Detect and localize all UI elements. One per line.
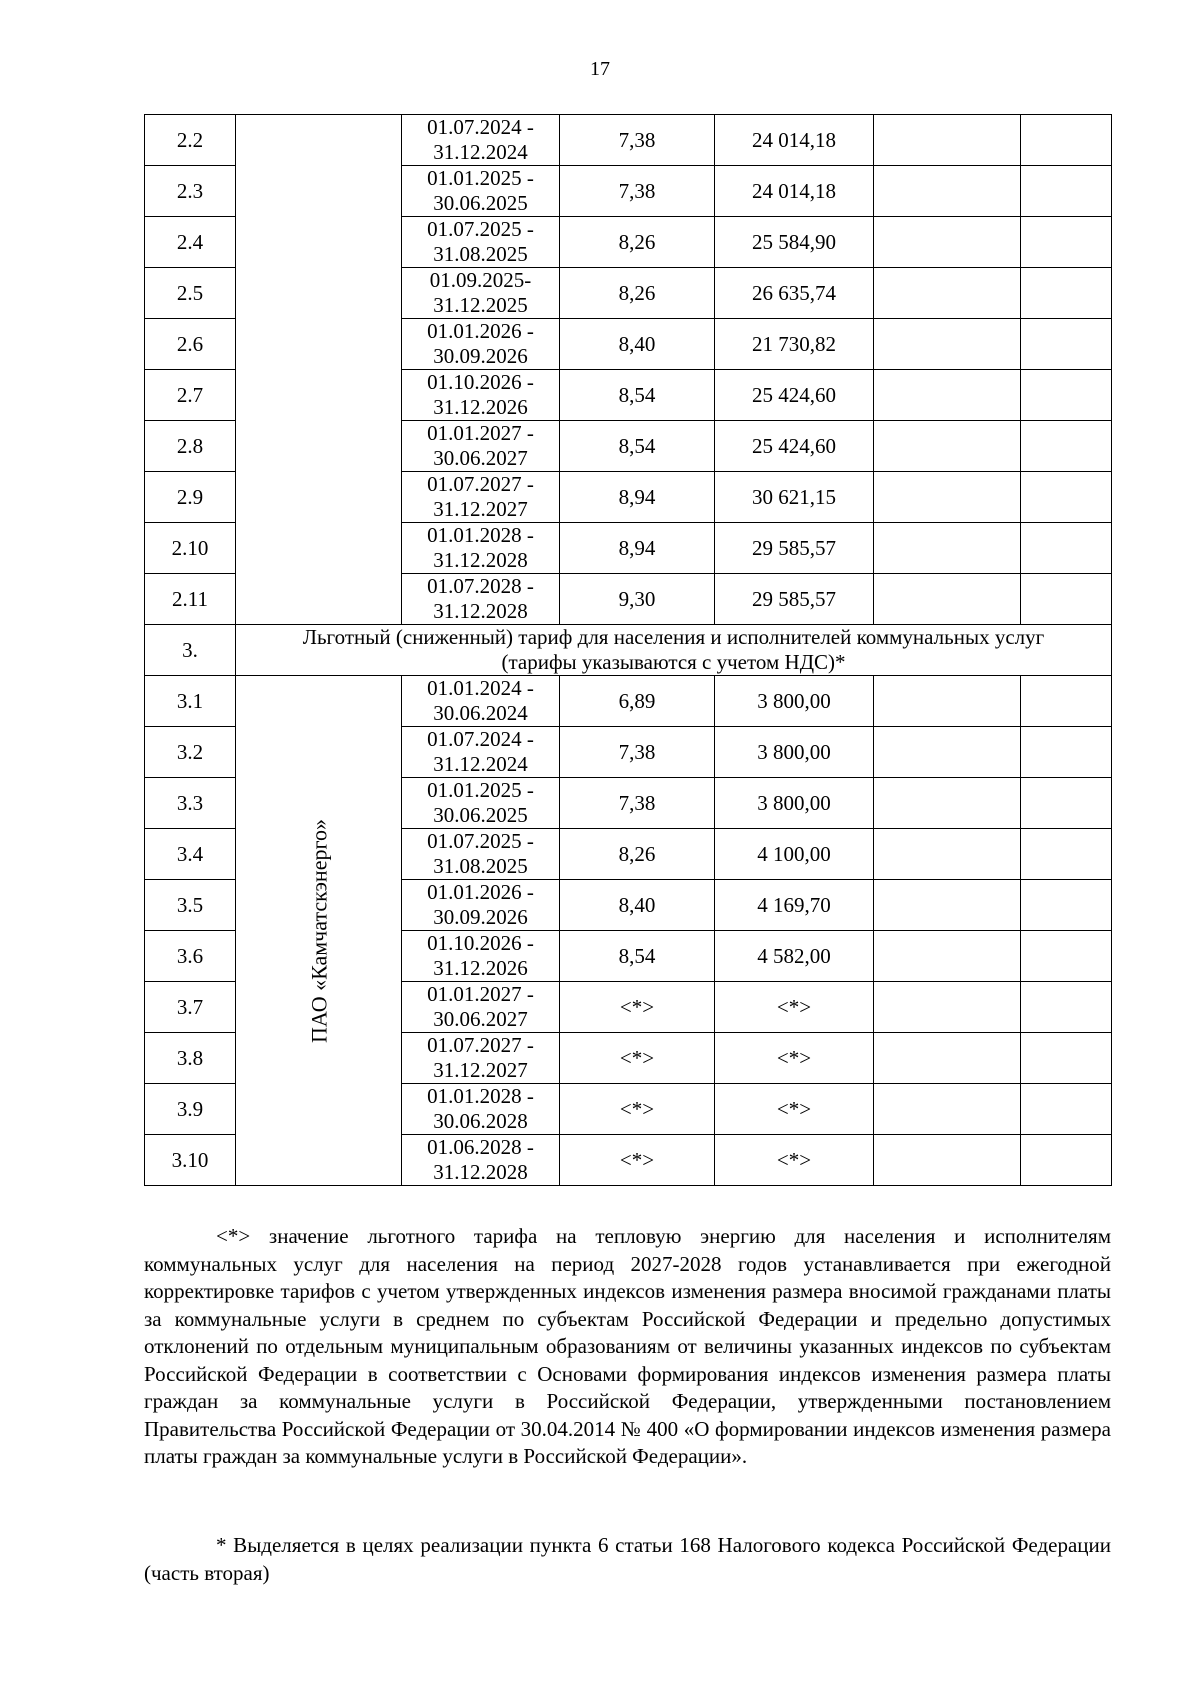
rate-value: 8,54: [560, 370, 715, 421]
period-start: 01.07.2025 -: [427, 217, 534, 241]
rate-value: 8,94: [560, 523, 715, 574]
period-start: 01.07.2024 -: [427, 115, 534, 139]
row-number: 2.6: [145, 319, 236, 370]
amount-value: 29 585,57: [715, 523, 874, 574]
empty-cell: [1021, 268, 1112, 319]
amount-value: 4 100,00: [715, 829, 874, 880]
empty-cell: [874, 523, 1021, 574]
period-cell: [402, 676, 560, 727]
empty-cell: [1021, 1135, 1112, 1186]
period-cell: [402, 1033, 560, 1084]
amount-value: 25 424,60: [715, 421, 874, 472]
period-cell: [402, 370, 560, 421]
row-number: 2.8: [145, 421, 236, 472]
period-end: 31.12.2025: [433, 293, 528, 317]
company-cell-empty: [236, 115, 402, 625]
rate-value: 8,26: [560, 217, 715, 268]
period-start: 01.07.2025 -: [427, 829, 534, 853]
row-number: 2.2: [145, 115, 236, 166]
rate-value: 8,40: [560, 319, 715, 370]
amount-value: 3 800,00: [715, 778, 874, 829]
rate-value: <*>: [560, 1033, 715, 1084]
empty-cell: [874, 1084, 1021, 1135]
empty-cell: [1021, 676, 1112, 727]
period-start: 01.01.2028 -: [427, 523, 534, 547]
table-row: [145, 676, 1112, 727]
period-end: 31.12.2028: [433, 1160, 528, 1184]
period-end: 31.12.2027: [433, 1058, 528, 1082]
company-cell: [236, 676, 402, 1186]
amount-value: <*>: [715, 982, 874, 1033]
period-cell: [402, 778, 560, 829]
empty-cell: [1021, 319, 1112, 370]
empty-cell: [1021, 1033, 1112, 1084]
empty-cell: [874, 370, 1021, 421]
period-start: 01.10.2026 -: [427, 370, 534, 394]
empty-cell: [874, 1135, 1021, 1186]
amount-value: 3 800,00: [715, 727, 874, 778]
section-title-line-2: (тарифы указываются с учетом НДС)*: [501, 650, 846, 674]
empty-cell: [1021, 217, 1112, 268]
empty-cell: [1021, 1084, 1112, 1135]
period-cell: [402, 523, 560, 574]
rate-value: 8,26: [560, 829, 715, 880]
empty-cell: [874, 880, 1021, 931]
row-number: 2.3: [145, 166, 236, 217]
empty-cell: [874, 268, 1021, 319]
period-end: 30.06.2028: [433, 1109, 528, 1133]
rate-value: 8,26: [560, 268, 715, 319]
period-cell: [402, 1084, 560, 1135]
period-end: 31.08.2025: [433, 854, 528, 878]
period-start: 01.01.2025 -: [427, 778, 534, 802]
row-number: 3.3: [145, 778, 236, 829]
period-cell: [402, 829, 560, 880]
period-cell: [402, 115, 560, 166]
row-number: 3.8: [145, 1033, 236, 1084]
amount-value: 25 424,60: [715, 370, 874, 421]
period-start: 01.07.2028 -: [427, 574, 534, 598]
amount-value: 24 014,18: [715, 115, 874, 166]
company-name: ПАО «Камчатскэнерго»: [306, 818, 331, 1043]
row-number: 3.9: [145, 1084, 236, 1135]
period-cell: [402, 880, 560, 931]
period-cell: [402, 931, 560, 982]
empty-cell: [1021, 166, 1112, 217]
row-number: 2.4: [145, 217, 236, 268]
rate-value: 8,54: [560, 931, 715, 982]
row-number: 3.10: [145, 1135, 236, 1186]
row-number: 3.2: [145, 727, 236, 778]
row-number: 3.5: [145, 880, 236, 931]
empty-cell: [874, 778, 1021, 829]
empty-cell: [874, 166, 1021, 217]
empty-cell: [1021, 115, 1112, 166]
period-end: 31.12.2026: [433, 956, 528, 980]
rate-value: <*>: [560, 982, 715, 1033]
amount-value: 4 582,00: [715, 931, 874, 982]
empty-cell: [874, 319, 1021, 370]
empty-cell: [1021, 370, 1112, 421]
period-end: 30.06.2025: [433, 191, 528, 215]
period-end: 30.09.2026: [433, 905, 528, 929]
row-number: 3.7: [145, 982, 236, 1033]
rate-value: 7,38: [560, 778, 715, 829]
period-start: 01.06.2028 -: [427, 1135, 534, 1159]
rate-value: <*>: [560, 1084, 715, 1135]
period-cell: [402, 166, 560, 217]
empty-cell: [1021, 778, 1112, 829]
period-start: 01.09.2025-: [429, 268, 532, 292]
row-number: 3.6: [145, 931, 236, 982]
period-start: 01.07.2027 -: [427, 472, 534, 496]
empty-cell: [874, 829, 1021, 880]
period-cell: [402, 268, 560, 319]
rate-value: 7,38: [560, 115, 715, 166]
amount-value: <*>: [715, 1084, 874, 1135]
period-start: 01.01.2028 -: [427, 1084, 534, 1108]
empty-cell: [874, 574, 1021, 625]
period-cell: [402, 421, 560, 472]
tariff-table: [144, 114, 1112, 1186]
row-number: 3.1: [145, 676, 236, 727]
row-number: 2.5: [145, 268, 236, 319]
amount-value: 24 014,18: [715, 166, 874, 217]
table-row: [145, 115, 1112, 166]
period-start: 01.01.2027 -: [427, 982, 534, 1006]
period-end: 31.12.2028: [433, 548, 528, 572]
page-number: 17: [590, 58, 610, 80]
rate-value: 9,30: [560, 574, 715, 625]
amount-value: 26 635,74: [715, 268, 874, 319]
footnote-vat: * Выделяется в целях реализации пункта 6 статьи 168 Налогового кодекса Российской Федерации (часть вторая): [144, 1533, 1111, 1585]
period-end: 31.12.2024: [433, 140, 528, 164]
section-number: 3.: [145, 625, 236, 676]
amount-value: 4 169,70: [715, 880, 874, 931]
rate-value: 6,89: [560, 676, 715, 727]
amount-value: <*>: [715, 1135, 874, 1186]
rate-value: 7,38: [560, 727, 715, 778]
period-start: 01.01.2026 -: [427, 319, 534, 343]
period-end: 31.12.2026: [433, 395, 528, 419]
period-cell: [402, 319, 560, 370]
row-number: 2.10: [145, 523, 236, 574]
empty-cell: [1021, 829, 1112, 880]
period-start: 01.01.2024 -: [427, 676, 534, 700]
period-end: 31.08.2025: [433, 242, 528, 266]
period-cell: [402, 217, 560, 268]
empty-cell: [874, 676, 1021, 727]
period-start: 01.01.2025 -: [427, 166, 534, 190]
empty-cell: [1021, 421, 1112, 472]
empty-cell: [874, 217, 1021, 268]
period-start: 01.07.2027 -: [427, 1033, 534, 1057]
empty-cell: [1021, 523, 1112, 574]
amount-value: 3 800,00: [715, 676, 874, 727]
period-start: 01.01.2026 -: [427, 880, 534, 904]
empty-cell: [1021, 931, 1112, 982]
period-cell: [402, 982, 560, 1033]
empty-cell: [1021, 880, 1112, 931]
empty-cell: [1021, 727, 1112, 778]
amount-value: 30 621,15: [715, 472, 874, 523]
empty-cell: [874, 115, 1021, 166]
footnote-preferential-tariff: <*> значение льготного тарифа на тепловую энергию для населения и исполнителям коммунальных услуг для населения на период 2027-2028 годов устанавливается при ежегодной корректировке тарифов с учетом утвержденных индексов изменения размера вносимой гражданами платы за коммунальные услуги в среднем по субъектам Российской Федерации и предельно допустимых отклонений по отдельным муниципальным образованиям от величины указанных индексов по субъектам Российской Федерации в соответствии с Основами формирования индексов изменения размера платы граждан за коммунальные услуги в Российской Федерации, утвержденными постановлением Правительства Российской Федерации от 30.04.2014 № 400 «О формировании индексов изменения размера платы граждан за коммунальные услуги в Российской Федерации».: [144, 1224, 1111, 1468]
period-end: 31.12.2028: [433, 599, 528, 623]
amount-value: 21 730,82: [715, 319, 874, 370]
empty-cell: [874, 421, 1021, 472]
period-end: 30.06.2024: [433, 701, 528, 725]
period-cell: [402, 727, 560, 778]
empty-cell: [874, 727, 1021, 778]
row-number: 3.4: [145, 829, 236, 880]
empty-cell: [1021, 574, 1112, 625]
period-start: 01.10.2026 -: [427, 931, 534, 955]
section-title-line-1: Льготный (сниженный) тариф для населения и исполнителей коммунальных услуг: [302, 625, 1045, 649]
amount-value: 29 585,57: [715, 574, 874, 625]
rate-value: 8,94: [560, 472, 715, 523]
section-title: [236, 625, 1112, 676]
section-3-header-row: [145, 625, 1112, 676]
period-end: 30.06.2027: [433, 1007, 528, 1031]
amount-value: <*>: [715, 1033, 874, 1084]
period-start: 01.07.2024 -: [427, 727, 534, 751]
empty-cell: [1021, 982, 1112, 1033]
period-end: 31.12.2024: [433, 752, 528, 776]
period-end: 31.12.2027: [433, 497, 528, 521]
period-end: 30.09.2026: [433, 344, 528, 368]
row-number: 2.11: [145, 574, 236, 625]
period-start: 01.01.2027 -: [427, 421, 534, 445]
rate-value: 8,54: [560, 421, 715, 472]
period-end: 30.06.2025: [433, 803, 528, 827]
period-cell: [402, 574, 560, 625]
row-number: 2.9: [145, 472, 236, 523]
empty-cell: [874, 1033, 1021, 1084]
period-end: 30.06.2027: [433, 446, 528, 470]
empty-cell: [874, 931, 1021, 982]
period-cell: [402, 472, 560, 523]
empty-cell: [874, 982, 1021, 1033]
period-cell: [402, 1135, 560, 1186]
empty-cell: [1021, 472, 1112, 523]
rate-value: 8,40: [560, 880, 715, 931]
rate-value: 7,38: [560, 166, 715, 217]
empty-cell: [874, 472, 1021, 523]
rate-value: <*>: [560, 1135, 715, 1186]
amount-value: 25 584,90: [715, 217, 874, 268]
row-number: 2.7: [145, 370, 236, 421]
